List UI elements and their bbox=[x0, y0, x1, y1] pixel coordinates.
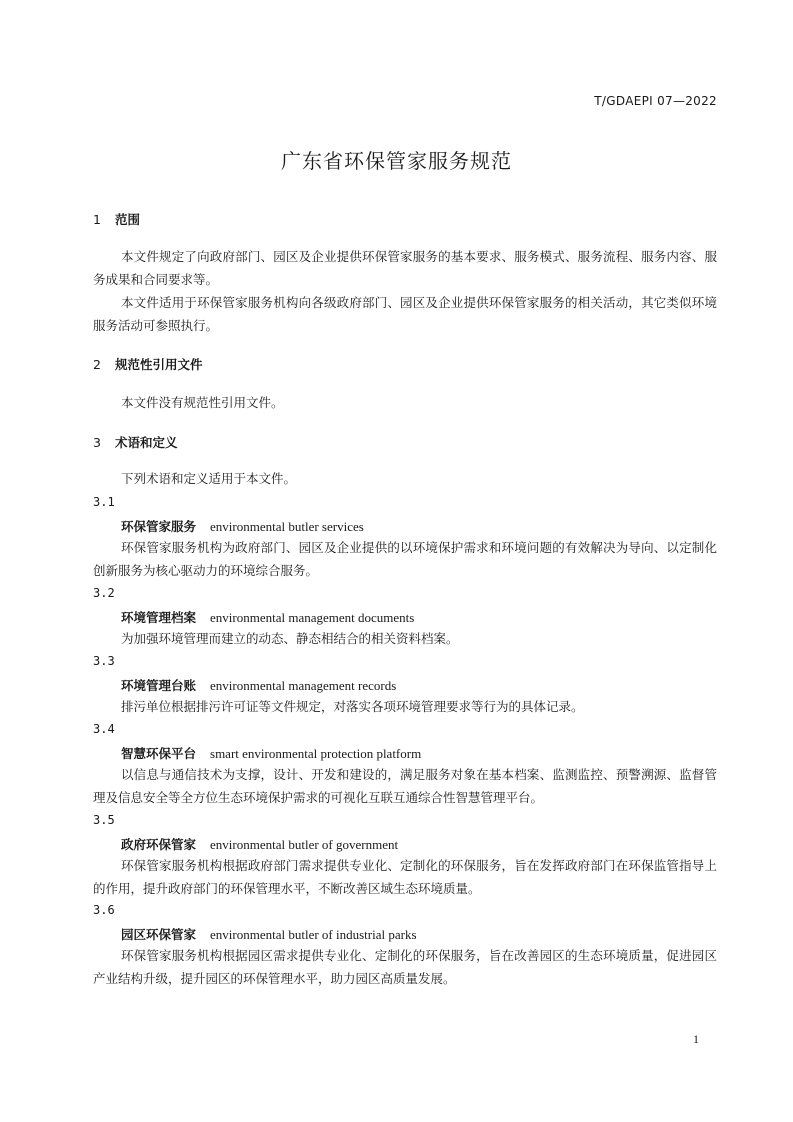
term-zh: 政府环保管家 bbox=[121, 837, 197, 852]
term-definition: 为加强环境管理而建立的动态、静态相结合的相关资料档案。 bbox=[121, 631, 459, 646]
section-3-intro: 下列术语和定义适用于本文件。 bbox=[121, 471, 297, 486]
term-zh: 环保管家服务 bbox=[121, 519, 197, 534]
section-number: 3 bbox=[93, 435, 101, 450]
section-title: 规范性引用文件 bbox=[115, 357, 203, 372]
term-number: 3.6 bbox=[93, 903, 115, 917]
term-zh: 园区环保管家 bbox=[121, 927, 197, 942]
term-number: 3.2 bbox=[93, 586, 115, 600]
term-definition: 环保管家服务机构根据园区需求提供专业化、定制化的环保服务，旨在改善园区的生态环境质量，促进园区产业结构升级，提升园区的环保管理水平，助力园区高质量发展。 bbox=[93, 948, 717, 986]
section-1-paragraph-2: 本文件适用于环保管家服务机构向各级政府部门、园区及企业提供环保管家服务的相关活动，其它类似环境服务活动可参照执行。 bbox=[93, 295, 717, 333]
section-1-heading bbox=[93, 210, 140, 228]
term-heading bbox=[121, 608, 414, 626]
term-number: 3.1 bbox=[93, 495, 115, 509]
section-number: 2 bbox=[93, 357, 101, 372]
term-heading bbox=[121, 835, 398, 853]
term-en: environmental butler services bbox=[210, 519, 364, 534]
term-definition: 排污单位根据排污许可证等文件规定，对落实各项环境管理要求等行为的具体记录。 bbox=[121, 699, 584, 714]
term-en: environmental butler of industrial parks bbox=[210, 927, 417, 942]
term-definition: 环保管家服务机构为政府部门、园区及企业提供的以环境保护需求和环境问题的有效解决为导向、以定制化创新服务为核心驱动力的环境综合服务。 bbox=[93, 540, 717, 578]
section-title: 术语和定义 bbox=[115, 435, 178, 450]
term-en: environmental management documents bbox=[210, 610, 415, 625]
section-3-heading bbox=[93, 433, 178, 451]
document-title: 广东省环保管家服务规范 bbox=[281, 149, 512, 173]
term-heading bbox=[121, 744, 421, 762]
section-2-heading bbox=[93, 355, 203, 373]
document-number: T/GDAEPI 07—2022 bbox=[594, 94, 717, 108]
term-en: environmental management records bbox=[210, 678, 397, 693]
term-number: 3.3 bbox=[93, 654, 115, 668]
term-number: 3.4 bbox=[93, 722, 115, 736]
term-heading bbox=[121, 925, 417, 943]
term-zh: 智慧环保平台 bbox=[121, 746, 197, 761]
section-1-paragraph-1: 本文件规定了向政府部门、园区及企业提供环保管家服务的基本要求、服务模式、服务流程、服务内容、服务成果和合同要求等。 bbox=[93, 249, 717, 287]
section-title: 范围 bbox=[115, 212, 141, 227]
term-zh: 环境管理档案 bbox=[121, 610, 197, 625]
term-number: 3.5 bbox=[93, 813, 115, 827]
page-number: 1 bbox=[693, 1032, 699, 1046]
section-number: 1 bbox=[93, 212, 101, 227]
term-zh: 环境管理台账 bbox=[121, 678, 197, 693]
term-heading bbox=[121, 676, 396, 694]
term-en: smart environmental protection platform bbox=[210, 746, 422, 761]
term-heading bbox=[121, 517, 364, 535]
term-en: environmental butler of government bbox=[210, 837, 399, 852]
term-definition: 以信息与通信技术为支撑，设计、开发和建设的，满足服务对象在基本档案、监测监控、预警溯源、监督管理及信息安全等全方位生态环境保护需求的可视化互联互通综合性智慧管理平台。 bbox=[93, 767, 717, 805]
section-2-paragraph-1: 本文件没有规范性引用文件。 bbox=[121, 395, 284, 410]
term-definition: 环保管家服务机构根据政府部门需求提供专业化、定制化的环保服务，旨在发挥政府部门在环保监管指导上的作用，提升政府部门的环保管理水平，不断改善区域生态环境质量。 bbox=[93, 858, 717, 896]
